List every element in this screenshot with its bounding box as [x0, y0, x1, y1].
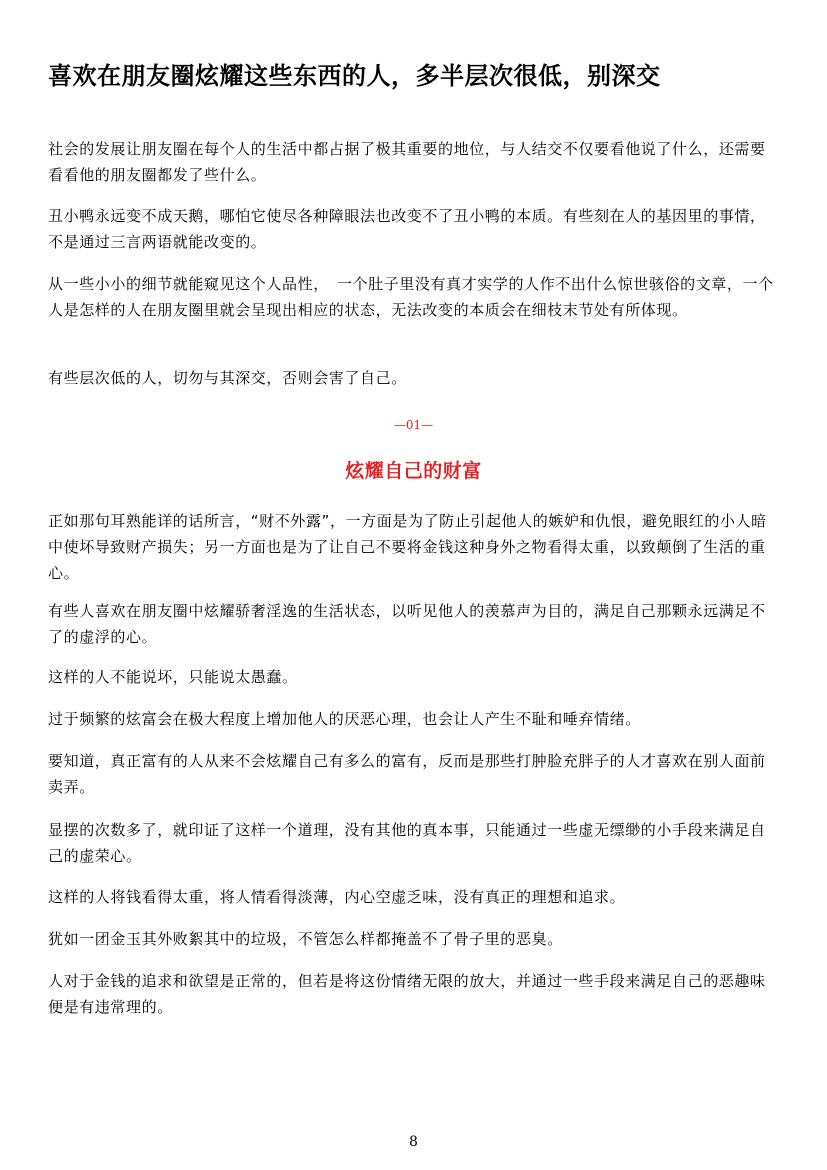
body-paragraph: 正如那句耳熟能详的话所言，“财不外露”，一方面是为了防止引起他人的嫉妒和仇恨，避免眼红的小人暗中使坏导致财产损失；另一方面也是为了让自己不要将金钱这种身外之物看得太重，以致颠倒了生活的重心。: [48, 512, 767, 582]
section-divider: —01—: [393, 418, 434, 432]
body-paragraph: 有些人喜欢在朋友圈中炫耀骄奢淫逸的生活状态，以听见他人的羡慕声为目的，满足自己那颗永远满足不了的虚浮的心。: [48, 602, 766, 646]
page-title: 喜欢在朋友圈炫耀这些东西的人，多半层次很低，别深交: [48, 62, 661, 90]
section-heading: 炫耀自己的财富: [345, 460, 482, 482]
body-paragraph: 犹如一团金玉其外败絮其中的垃圾，不管怎么样都掩盖不了骨子里的恶臭。: [48, 930, 563, 948]
body-paragraph: 这样的人将钱看得太重，将人情看得淡薄，内心空虚乏味，没有真正的理想和追求。: [48, 888, 626, 906]
intro-paragraph: 有些层次低的人，切勿与其深交，否则会害了自己。: [48, 369, 407, 387]
body-paragraph: 这样的人不能说坏，只能说太愚蠢。: [48, 668, 298, 686]
body-paragraph: 过于频繁的炫富会在极大程度上增加他人的厌恶心理，也会让人产生不耻和唾弃情绪。: [48, 710, 641, 728]
body-paragraph: 要知道，真正富有的人从来不会炫耀自己有多么的富有，反而是那些打肿脸充胖子的人才喜欢在别人面前卖弄。: [48, 752, 766, 796]
intro-paragraph: 从一些小小的细节就能窥见这个人品性， 一个肚子里没有真才实学的人作不出什么惊世骇俗的文章，一个人是怎样的人在朋友圈里就会呈现出相应的状态，无法改变的本质会在细枝末节处有所体现。: [48, 275, 774, 319]
intro-paragraph: 社会的发展让朋友圈在每个人的生活中都占据了极其重要的地位，与人结交不仅要看他说了什么，还需要看看他的朋友圈都发了些什么。: [48, 140, 766, 184]
intro-paragraph: 丑小鸭永远变不成天鹅，哪怕它使尽各种障眼法也改变不了丑小鸭的本质。有些刻在人的基因里的事情，不是通过三言两语就能改变的。: [48, 207, 766, 251]
page-number: 8: [409, 1134, 418, 1150]
body-paragraph: 人对于金钱的追求和欲望是正常的，但若是将这份情绪无限的放大，并通过一些手段来满足自己的恶趣味便是有违常理的。: [48, 972, 766, 1016]
body-paragraph: 显摆的次数多了，就印证了这样一个道理，没有其他的真本事，只能通过一些虚无缥缈的小手段来满足自己的虚荣心。: [48, 821, 766, 865]
